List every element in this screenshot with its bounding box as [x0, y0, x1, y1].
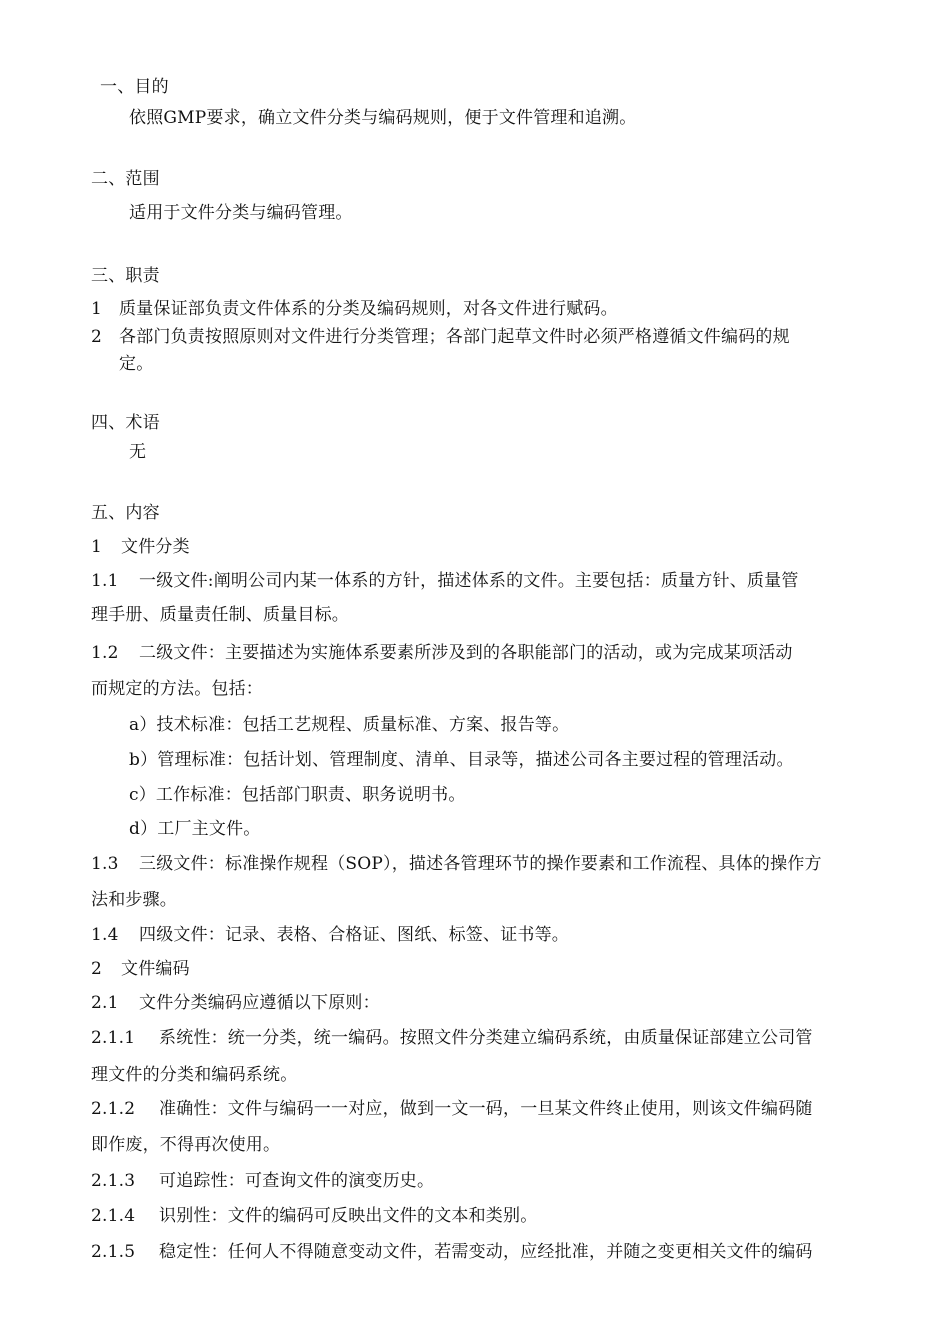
content-line: [91, 1026, 813, 1050]
item-text: 各部门负责按照原则对文件进行分类管理；各部门起草文件时必须严格遵循文件编码的规: [119, 327, 790, 347]
content-line: [91, 991, 380, 1015]
clause-number: 2.1: [91, 993, 119, 1013]
content-line: [91, 1097, 813, 1121]
section-heading-content: 五、内容: [91, 503, 160, 523]
clause-text-continuation: 法和步骤。: [91, 890, 177, 910]
sub-item: b）管理标准：包括计划、管理制度、清单、目录等，描述公司各主要过程的管理活动。: [129, 750, 794, 770]
clause-text-continuation: 理手册、质量责任制、质量目标。: [91, 605, 349, 625]
sub-item: a）技术标准：包括工艺规程、质量标准、方案、报告等。: [129, 715, 570, 735]
list-item: [91, 325, 790, 349]
content-line: [91, 852, 822, 876]
clause-number: 2.1.4: [91, 1206, 136, 1226]
section-body-purpose: 依照GMP要求，确立文件分类与编码规则，便于文件管理和追溯。: [129, 108, 637, 128]
list-item: [91, 297, 618, 321]
content-line: [91, 1240, 813, 1264]
item-number: 1: [91, 299, 103, 319]
clause-text: 准确性：文件与编码一一对应，做到一文一码，一旦某文件终止使用，则该文件编码随: [159, 1099, 813, 1119]
clause-number: 2.1.1: [91, 1028, 136, 1048]
clause-number: 1.2: [91, 643, 119, 663]
section-body-terms: 无: [129, 442, 147, 462]
clause-text: 一级文件:阐明公司内某一体系的方针，描述体系的文件。主要包括：质量方针、质量管: [139, 571, 799, 591]
clause-text: 四级文件：记录、表格、合格证、图纸、标签、证书等。: [139, 925, 569, 945]
content-line: [91, 923, 569, 947]
content-line: [91, 1204, 537, 1228]
item-text: 质量保证部负责文件体系的分类及编码规则，对各文件进行赋码。: [119, 299, 618, 319]
section-heading-terms: 四、术语: [91, 413, 160, 433]
clause-number: 2.1.3: [91, 1171, 136, 1191]
clause-text: 系统性：统一分类，统一编码。按照文件分类建立编码系统，由质量保证部建立公司管: [159, 1028, 813, 1048]
content-line: [91, 957, 190, 981]
section-heading-responsibility: 三、职责: [91, 266, 160, 286]
clause-text-continuation: 而规定的方法。包括：: [91, 679, 263, 699]
clause-number: 1.3: [91, 854, 119, 874]
clause-text: 文件分类: [121, 537, 190, 557]
clause-text: 文件编码: [121, 959, 190, 979]
clause-number: 2: [91, 959, 103, 979]
clause-text: 识别性：文件的编码可反映出文件的文本和类别。: [159, 1206, 538, 1226]
sub-item: d）工厂主文件。: [129, 819, 261, 839]
sub-item: c）工作标准：包括部门职责、职务说明书。: [129, 785, 466, 805]
clause-text: 稳定性：任何人不得随意变动文件，若需变动，应经批准，并随之变更相关文件的编码: [159, 1242, 813, 1262]
clause-text: 三级文件：标准操作规程（SOP），描述各管理环节的操作要素和工作流程、具体的操作方: [139, 854, 822, 874]
clause-text: 可追踪性：可查询文件的演变历史。: [159, 1171, 435, 1191]
clause-number: 1.1: [91, 571, 119, 591]
section-body-scope: 适用于文件分类与编码管理。: [129, 203, 353, 223]
item-number: 2: [91, 327, 103, 347]
clause-number: 2.1.5: [91, 1242, 136, 1262]
section-heading-purpose: 一、目的: [100, 77, 169, 97]
clause-text: 二级文件：主要描述为实施体系要素所涉及到的各职能部门的活动，或为完成某项活动: [139, 643, 793, 663]
content-line: [91, 569, 799, 593]
section-heading-scope: 二、范围: [91, 169, 160, 189]
clause-number: 1: [91, 537, 103, 557]
content-line: [91, 641, 793, 665]
item-text-continuation: 定。: [119, 354, 154, 374]
clause-number: 2.1.2: [91, 1099, 136, 1119]
content-line: [91, 535, 190, 559]
clause-number: 1.4: [91, 925, 119, 945]
clause-text: 文件分类编码应遵循以下原则：: [139, 993, 380, 1013]
content-line: [91, 1169, 434, 1193]
clause-text-continuation: 理文件的分类和编码系统。: [91, 1065, 298, 1085]
clause-text-continuation: 即作废，不得再次使用。: [91, 1135, 281, 1155]
